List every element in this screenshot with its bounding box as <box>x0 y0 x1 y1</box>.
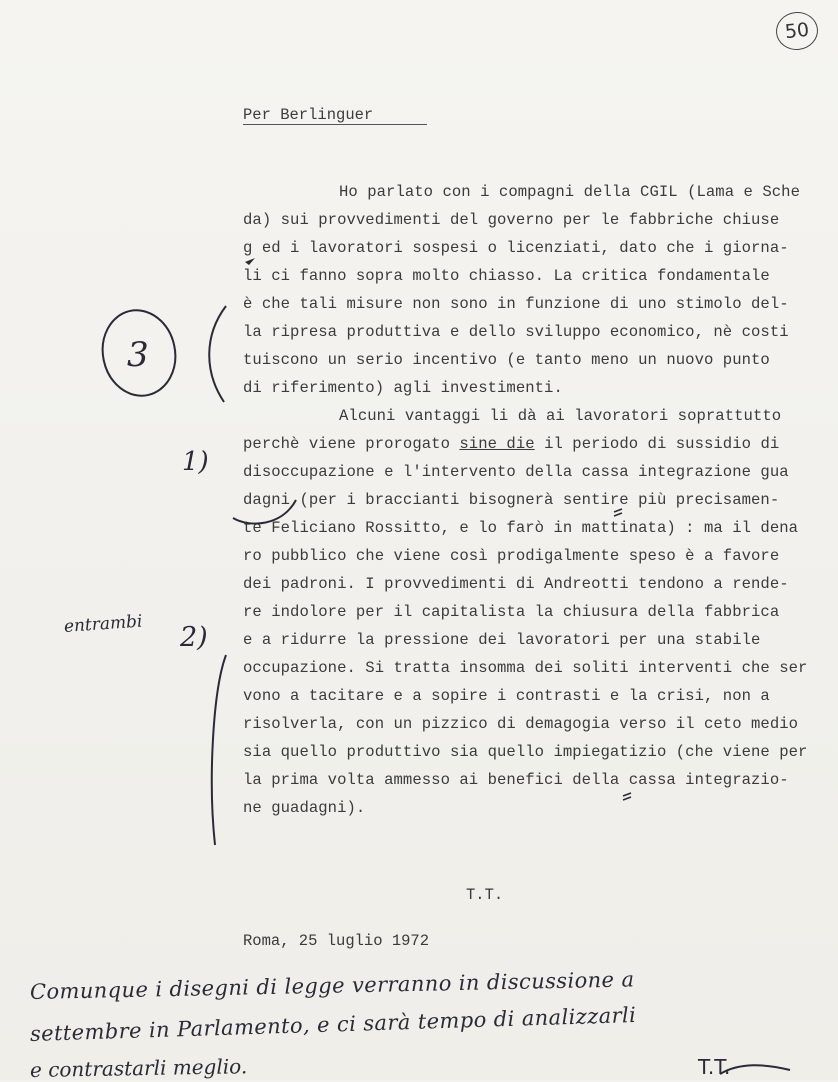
text-line: occupazione. Si tratta insomma dei soliti interventi che ser <box>243 659 808 677</box>
page-number: 50 <box>774 10 820 52</box>
margin-bracket-2 <box>212 655 226 845</box>
handwritten-note-line: settembre in Parlamento, e ci sarà tempo di analizzarli <box>29 1002 637 1046</box>
text-line: dei padroni. I provvedimenti di Andreotti tendono a rende- <box>243 575 789 593</box>
text-line: ro pubblico che viene così prodigalmente speso è a favore <box>243 547 780 565</box>
text-line: la ripresa produttiva e dello sviluppo economico, nè costi <box>243 323 789 341</box>
text-line: disoccupazione e l'intervento della cassa integrazione gua <box>243 463 789 481</box>
text-line: te Feliciano Rossitto, e lo farò in mattinata) : ma il dena <box>243 519 799 537</box>
text-line: re indolore per il capitalista la chiusura della fabbrica <box>243 603 780 621</box>
handwritten-note-line: e contrastarli meglio. <box>29 1054 248 1082</box>
text-line: tuiscono un serio incentivo (e tanto meno un nuovo punto <box>243 351 770 369</box>
margin-note: entrambi <box>63 611 144 637</box>
circled-number: 3 <box>127 335 149 375</box>
text-line: da) sui provvedimenti del governo per le fabbriche chiuse <box>243 211 780 229</box>
handwritten-note-line: Comunque i disegni di legge verranno in discussione a <box>29 967 635 1004</box>
text-line: è che tali misure non sono in funzione di uno stimolo del- <box>243 295 789 313</box>
text-segment: perchè viene prorogato <box>243 435 460 453</box>
text-line: dagni (per i braccianti bisognerà sentire più precisamen- <box>243 491 780 509</box>
text-segment: il periodo di sussidio di <box>534 435 780 453</box>
margin-bracket-1 <box>209 306 226 402</box>
correction-mark <box>614 509 622 516</box>
text-line: Ho parlato con i compagni della CGIL (Lama e Sche <box>339 183 800 201</box>
text-line: li ci fanno sopra molto chiasso. La critica fondamentale <box>243 267 770 285</box>
text-line: e a ridurre la pressione dei lavoratori per una stabile <box>243 631 761 649</box>
correction-mark <box>245 258 255 265</box>
correction-mark <box>623 793 631 800</box>
underlined-phrase: sine die <box>459 435 535 453</box>
text-line: Alcuni vantaggi li dà ai lavoratori soprattutto <box>339 407 782 425</box>
text-line: risolverla, con un pizzico di demagogia verso il ceto medio <box>243 715 799 733</box>
typed-signature: T.T. <box>466 886 504 904</box>
text-line: ne guadagni). <box>243 799 366 817</box>
initials-flourish <box>720 1065 790 1074</box>
dateline: Roma, 25 luglio 1972 <box>243 932 430 950</box>
heading: Per Berlinguer <box>243 106 374 124</box>
text-line: g ed i lavoratori sospesi o licenziati, dato che i giorna- <box>243 239 789 257</box>
margin-marker-1: 1) <box>182 447 209 477</box>
text-line: la prima volta ammesso ai benefici della cassa integrazio- <box>243 771 789 789</box>
text-line: di riferimento) agli investimenti. <box>243 379 563 397</box>
handwritten-initials: T.T. <box>698 1055 731 1079</box>
margin-marker-2: 2) <box>180 622 208 653</box>
text-line: sia quello produttivo sia quello impiegatizio (che viene per <box>243 743 808 761</box>
hook-mark <box>233 500 296 524</box>
text-line: vono a tacitare e a sopire i contrasti e la crisi, non a <box>243 687 770 705</box>
